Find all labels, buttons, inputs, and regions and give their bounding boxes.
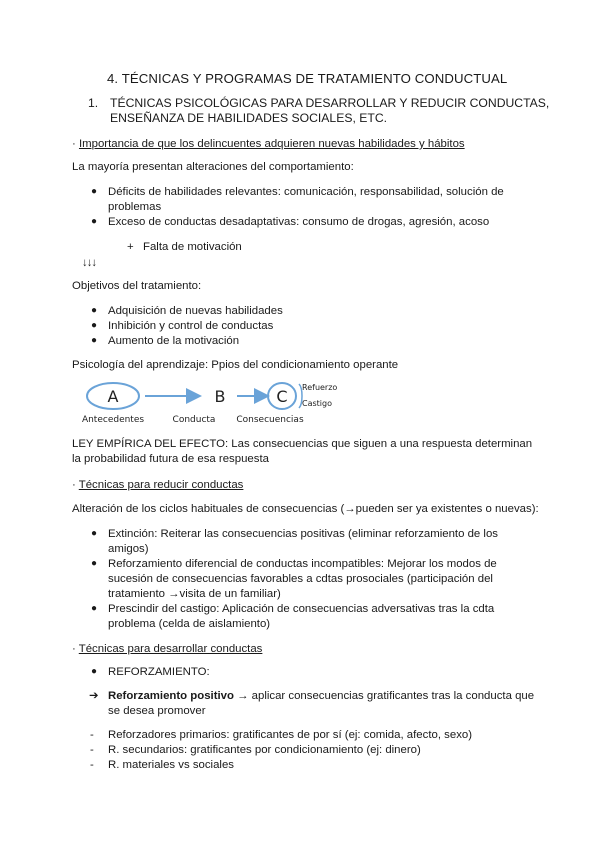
subsection-number: 1. xyxy=(88,96,99,110)
dash-marker: - xyxy=(90,744,94,756)
reduce-heading xyxy=(72,478,243,493)
bullet-dot: ● xyxy=(91,186,98,197)
objective-item: Inhibición y control de conductas xyxy=(108,320,274,332)
label-antecedentes: Antecedentes xyxy=(81,415,145,425)
dash-item: Reforzadores primarios: gratificantes de por sí (ej: comida, afecto, sexo) xyxy=(108,729,473,741)
reduce-item-line: Prescindir del castigo: Aplicación de consecuencias adversativas tras la cdta xyxy=(108,603,495,615)
down-arrows: ↓↓↓ xyxy=(82,257,97,269)
objectives-intro: Objetivos del tratamiento: xyxy=(72,280,202,292)
reduce-item-line: Extinción: Reiterar las consecuencias positivas (eliminar reforzamiento de los xyxy=(108,528,498,540)
develop-bullet: REFORZAMIENTO: xyxy=(108,666,210,678)
dash-marker: - xyxy=(90,759,94,771)
bullet-dot: ● xyxy=(91,305,98,316)
objective-item: Adquisición de nuevas habilidades xyxy=(108,305,283,317)
label-conducta: Conducta xyxy=(172,415,216,425)
bullet-dot: ● xyxy=(91,216,98,227)
dash-marker: - xyxy=(90,729,94,741)
reduce-item-line: Reforzamiento diferencial de conductas incompatibles: Mejorar los modos de xyxy=(108,558,497,570)
develop-heading xyxy=(72,642,262,657)
bullet-dot: ● xyxy=(91,666,98,677)
bullet-dot: ● xyxy=(91,320,98,331)
label-consecuencias: Consecuencias xyxy=(236,415,304,425)
branch-castigo: Castigo xyxy=(302,399,332,408)
bullet-dot: ● xyxy=(91,335,98,346)
node-b-letter: B xyxy=(214,387,226,406)
reduce-item-line: problema (celda de aislamiento) xyxy=(108,618,271,630)
heading-text: Técnicas para reducir conductas xyxy=(78,479,244,491)
node-c-letter: C xyxy=(276,387,288,406)
heading-prefix: · xyxy=(72,479,79,491)
law-line1: LEY EMPÍRICA DEL EFECTO: Las consecuencias que siguen a una respuesta determinan xyxy=(72,438,533,450)
bullet-dot: ● xyxy=(91,528,98,539)
importance-heading xyxy=(72,137,465,152)
reduce-item-line: sucesión de consecuencias favorables a cdtas prosociales (participación del xyxy=(108,573,493,585)
positive-reinforcement-def: → aplicar consecuencias gratificantes tras la conducta que xyxy=(233,690,535,702)
heading-prefix: · xyxy=(72,643,79,655)
plus-item: Falta de motivación xyxy=(143,241,242,253)
section-title: 4. TÉCNICAS Y PROGRAMAS DE TRATAMIENTO CONDUCTUAL xyxy=(107,71,508,86)
dash-item: R. materiales vs sociales xyxy=(108,759,234,771)
positive-reinforcement xyxy=(108,689,534,704)
subsection-title-line1: TÉCNICAS PSICOLÓGICAS PARA DESARROLLAR Y REDUCIR CONDUCTAS, xyxy=(110,96,550,110)
reduce-item-line: tratamiento →visita de un familiar) xyxy=(108,588,281,600)
arrow-marker: ➔ xyxy=(89,690,99,702)
bullet-text-cont: problemas xyxy=(108,201,162,213)
heading-prefix: · xyxy=(72,138,79,150)
abc-diagram xyxy=(70,378,350,428)
plus-marker: + xyxy=(127,241,134,253)
dash-item: R. secundarios: gratificantes por condicionamiento (ej: dinero) xyxy=(108,744,421,756)
bullet-dot: ● xyxy=(91,558,98,569)
reduce-item-line: amigos) xyxy=(108,543,149,555)
branch-refuerzo: Refuerzo xyxy=(302,383,338,392)
law-line2: la probabilidad futura de esa respuesta xyxy=(72,453,269,465)
bullet-dot: ● xyxy=(91,603,98,614)
objective-item: Aumento de la motivación xyxy=(108,335,240,347)
importance-intro: La mayoría presentan alteraciones del comportamiento: xyxy=(72,161,354,173)
reduce-intro: Alteración de los ciclos habituales de consecuencias (→pueden ser ya existentes o nuevas): xyxy=(72,503,539,515)
positive-reinforcement-term: Reforzamiento positivo xyxy=(108,690,234,702)
learning-line: Psicología del aprendizaje: Ppios del condicionamiento operante xyxy=(72,359,399,371)
bullet-text: Déficits de habilidades relevantes: comunicación, responsabilidad, solución de xyxy=(108,186,504,198)
subsection-title-line2: ENSEÑANZA DE HABILIDADES SOCIALES, ETC. xyxy=(110,111,388,125)
heading-text: Importancia de que los delincuentes adquieren nuevas habilidades y hábitos xyxy=(78,138,465,150)
heading-text: Técnicas para desarrollar conductas xyxy=(78,643,263,655)
node-a-letter: A xyxy=(107,387,119,406)
bullet-text: Exceso de conductas desadaptativas: consumo de drogas, agresión, acoso xyxy=(108,216,490,228)
positive-reinforcement-cont: se desea promover xyxy=(108,705,206,717)
